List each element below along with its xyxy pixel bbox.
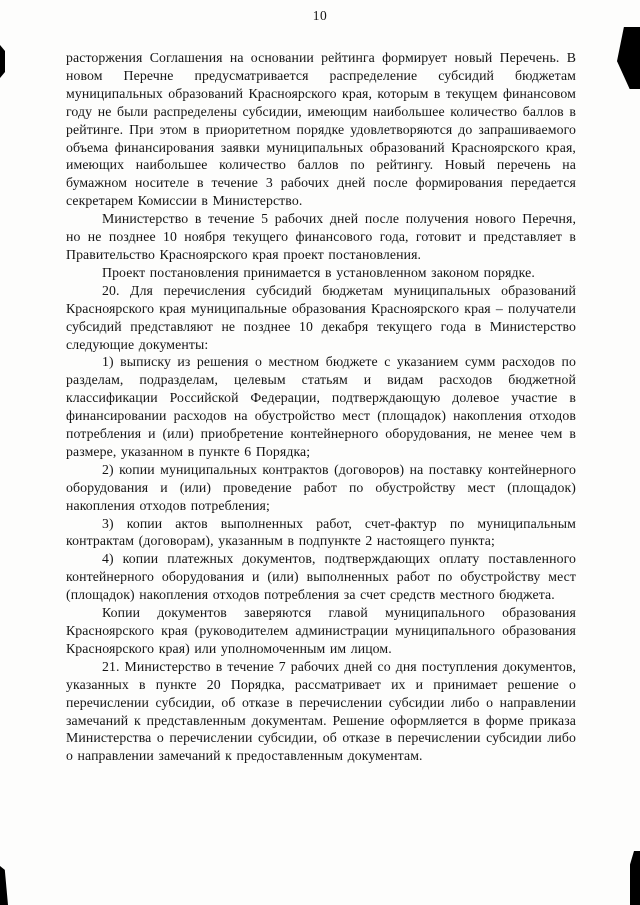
paragraph: Копии документов заверяются главой муниципального образования Красноярского края (руководителем администрации муниципального образования Красноярского края) или уполномоченным им лицом. — [66, 605, 576, 656]
page-number: 10 — [312, 8, 328, 23]
paragraph: 2) копии муниципальных контрактов (договоров) на поставку контейнерного оборудования и (или) проведение работ по обустройству мест (площадок) накопления отходов потребления; — [66, 461, 576, 513]
paragraph: расторжения Соглашения на основании рейтинга формирует новый Перечень. В новом Перечне предусматривается распределение субсидий бюджетам муниципальных образований Красноярского края, которым в текущем финансовом году не были распределены субсидии, имеющим наибольшее количество баллов в рейтинге. При этом в приоритетном порядке удовлетворяются до запрашиваемого объема финансирования заявки муниципальных образований Красноярского края, имеющих наибольшее количество баллов по рейтингу. Новый перечень на бумажном носителе в течение 3 рабочих дней после формирования передается секретарем Комиссии в Министерство. — [66, 50, 576, 209]
scan-artifact-top-right — [617, 27, 640, 89]
paragraph: 1) выписку из решения о местном бюджете с указанием сумм расходов по разделам, подразделам, целевым статьям и видам расходов бюджетной классификации Российской Федерации, подтверждающую долевое участие в финансировании расходов на обустройство мест (площадок) накопления отходов потребления и (или) приобретение контейнерного оборудования, не менее чем в размере, указанном в пункте 6 Порядка; — [66, 354, 576, 459]
paragraph: Проект постановления принимается в установленном законом порядке. — [102, 264, 535, 280]
paragraph: Министерство в течение 5 рабочих дней после получения нового Перечня, но не позднее 10 ноября текущего финансового года, готовит и представляет в Правительство Красноярского края проект постановления. — [66, 211, 576, 262]
scan-artifact-top-left — [0, 45, 5, 78]
paragraph: 21. Министерство в течение 7 рабочих дней со дня поступления документов, указанных в пункте 20 Порядка, рассматривает их и принимает решение о перечислении субсидии, об отказе в перечислении субсидии либо о направлении замечаний к представленным документам. Решение оформляется в форме приказа Министерства о перечислении субсидии, об отказе в перечислении субсидии либо о направлении замечаний к предоставленным документам. — [66, 658, 576, 764]
paragraph: 20. Для перечисления субсидий бюджетам муниципальных образований Красноярского края муниципальные образования Красноярского края – получатели субсидий представляют не позднее 10 декабря текущего года в Министерство следующие документы: — [66, 282, 576, 352]
paragraph: 4) копии платежных документов, подтверждающих оплату поставленного контейнерного оборудования и (или) выполненных работ по обустройству мест (площадок) накопления отходов потребления за счет средств местного бюджета. — [66, 551, 576, 603]
paragraph: 3) копии актов выполненных работ, счет-фактур по муниципальным контрактам (договорам), указанным в подпункте 2 настоящего пункта; — [66, 515, 576, 549]
scan-artifact-bottom-left — [0, 866, 8, 905]
scan-artifact-bottom-right — [630, 851, 640, 905]
document-body — [66, 49, 576, 765]
